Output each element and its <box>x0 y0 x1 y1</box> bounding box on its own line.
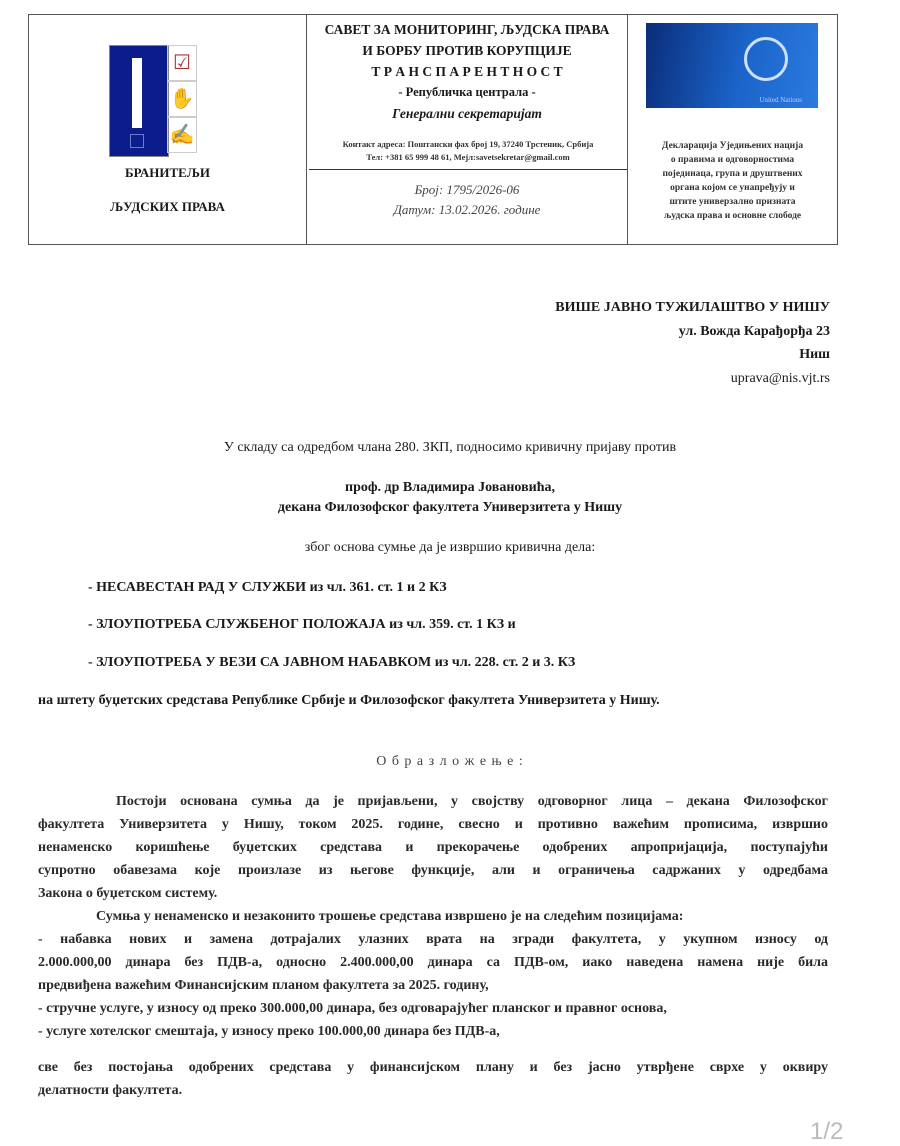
recipient-email: uprava@nis.vjt.rs <box>730 370 830 386</box>
reasoning-title: О б р а з л о ж е њ е : <box>376 754 524 769</box>
charge-item: - ЗЛОУПОТРЕБА У ВЕЗИ СА ЈАВНОМ НАБАВКОМ из чл. 228. ст. 2 и 3. КЗ <box>88 655 576 670</box>
org-name-line2: И БОРБУ ПРОТИВ КОРУПЦИЈЕ <box>362 43 572 58</box>
hand-icon: ✋ <box>167 81 197 117</box>
list-item: - услуге хотелског смештаја, у износу преко 100.000,00 динара без ПДВ-а, <box>38 1024 500 1039</box>
checkbox-icon: ☑ <box>167 45 197 81</box>
text-line: факултета Универзитета у Нишу, током 2025. године, свесно и противно важећим прописима, извршио <box>38 817 828 832</box>
un-declaration-text <box>634 139 831 223</box>
un-image <box>646 23 818 108</box>
charge-item: - ЗЛОУПОТРЕБА СЛУЖБЕНОГ ПОЛОЖАЈА из чл. 359. ст. 1 КЗ и <box>88 617 516 632</box>
declaration-line: органа којом се унапређују и <box>670 183 795 193</box>
contact-phone-email: Тел: +381 65 999 48 61, Мејл:savetsekretar@gmail.com <box>366 152 570 162</box>
declaration-line: појединаца, група и друштвених <box>662 169 803 179</box>
left-title-line2: ЉУДСКИХ ПРАВА <box>110 199 225 214</box>
contact-address: Контакт адреса: Поштански фах број 19, 37240 Трстеник, Србија <box>342 139 594 149</box>
org-branch: - Републичка централа - <box>398 85 536 99</box>
reasoning-paragraph-2 <box>38 905 828 1043</box>
charge-item: - НЕСАВЕСТАН РАД У СЛУЖБИ из чл. 361. ст. 1 и 2 КЗ <box>88 580 447 595</box>
text-line: Сумња у ненаменско и незаконито трошење средстава извршено је на следећим позицијама: <box>96 909 684 924</box>
declaration-line: Декларација Уједињених нација <box>661 141 804 151</box>
letterhead-right <box>628 15 837 244</box>
text-line: Постоји основана сумња да је пријављени, у својству одговорног лица – декана Филозофског <box>116 794 828 809</box>
document-date: Датум: 13.02.2026. године <box>393 202 541 217</box>
writing-hand-icon: ✍ <box>167 117 197 153</box>
text-line: Закона о буџетском систему. <box>38 886 218 901</box>
declaration-line: људска права и основне слободе <box>663 211 802 221</box>
org-name-line3: Т Р А Н С П А Р Е Н Т Н О С Т <box>371 64 563 79</box>
recipient-street: ул. Вожда Карађорђа 23 <box>678 323 830 339</box>
un-image-caption: United Nations <box>759 96 802 104</box>
intro-text: У складу са одредбом члана 280. ЗКП, подносимо кривичну пријаву против <box>223 440 677 455</box>
organization-logo <box>109 45 169 157</box>
letterhead-middle <box>307 15 628 244</box>
text-line: ненаменско коришћење буџетских средстава и прекорачење одобрених апропријација, поступајући <box>38 840 828 855</box>
org-department: Генерални секретаријат <box>392 106 542 121</box>
recipient-city: Ниш <box>799 347 830 362</box>
text-line: 2.000.000,00 динара без ПДВ-а, односно 2.400.000,00 динара са ПДВ-ом, иако наведена намена није била <box>38 955 828 970</box>
reasoning-paragraph-3 <box>38 1056 828 1102</box>
list-item: - набавка нових и замена дотрајалих улазних врата на згради факултета, у укупном износу од <box>38 932 828 947</box>
declaration-line: о правима и одговорностима <box>670 155 795 165</box>
left-title-line1: БРАНИТЕЉИ <box>125 165 210 180</box>
grounds-text: због основа сумње да је извршио кривична дела: <box>304 540 596 555</box>
text-line: супротно обавезама које произлазе из његове функције, али и ограничења садржаних у одредбама <box>38 863 828 878</box>
text-line: предвиђена важећим Финансијским планом факултета за 2025. годину, <box>38 978 489 993</box>
page-number: 1/2 <box>810 1118 844 1145</box>
recipient-block <box>555 296 830 390</box>
accused-title: декана Филозофског факултета Универзитета у Нишу <box>277 500 623 515</box>
reasoning-paragraph-1 <box>38 790 828 905</box>
letterhead-left <box>29 15 307 244</box>
logo-pictograms <box>167 45 197 155</box>
damage-statement: на штету буџетских средстава Републике Србије и Филозофског факултета Универзитета у Нишу. <box>38 693 660 708</box>
list-item: - стручне услуге, у износу од преко 300.000,00 динара, без одговарајућег планског и правног основа, <box>38 1001 667 1016</box>
declaration-line: штите универзално призната <box>669 197 796 207</box>
text-line: све без постојања одобрених средстава у финансијском плану и без јасно утврђене сврхе у оквиру <box>38 1060 828 1075</box>
recipient-name: ВИШЕ ЈАВНО ТУЖИЛАШТВО У НИШУ <box>555 300 830 315</box>
accused-name: проф. др Владимира Јовановића, <box>345 480 555 495</box>
document-number: Број: 1795/2026-06 <box>414 182 520 197</box>
un-emblem-icon <box>744 37 788 81</box>
letterhead <box>28 14 838 245</box>
text-line: делатности факултета. <box>38 1083 183 1098</box>
org-name-line1: САВЕТ ЗА МОНИТОРИНГ, ЉУДСКА ПРАВА <box>324 22 610 37</box>
